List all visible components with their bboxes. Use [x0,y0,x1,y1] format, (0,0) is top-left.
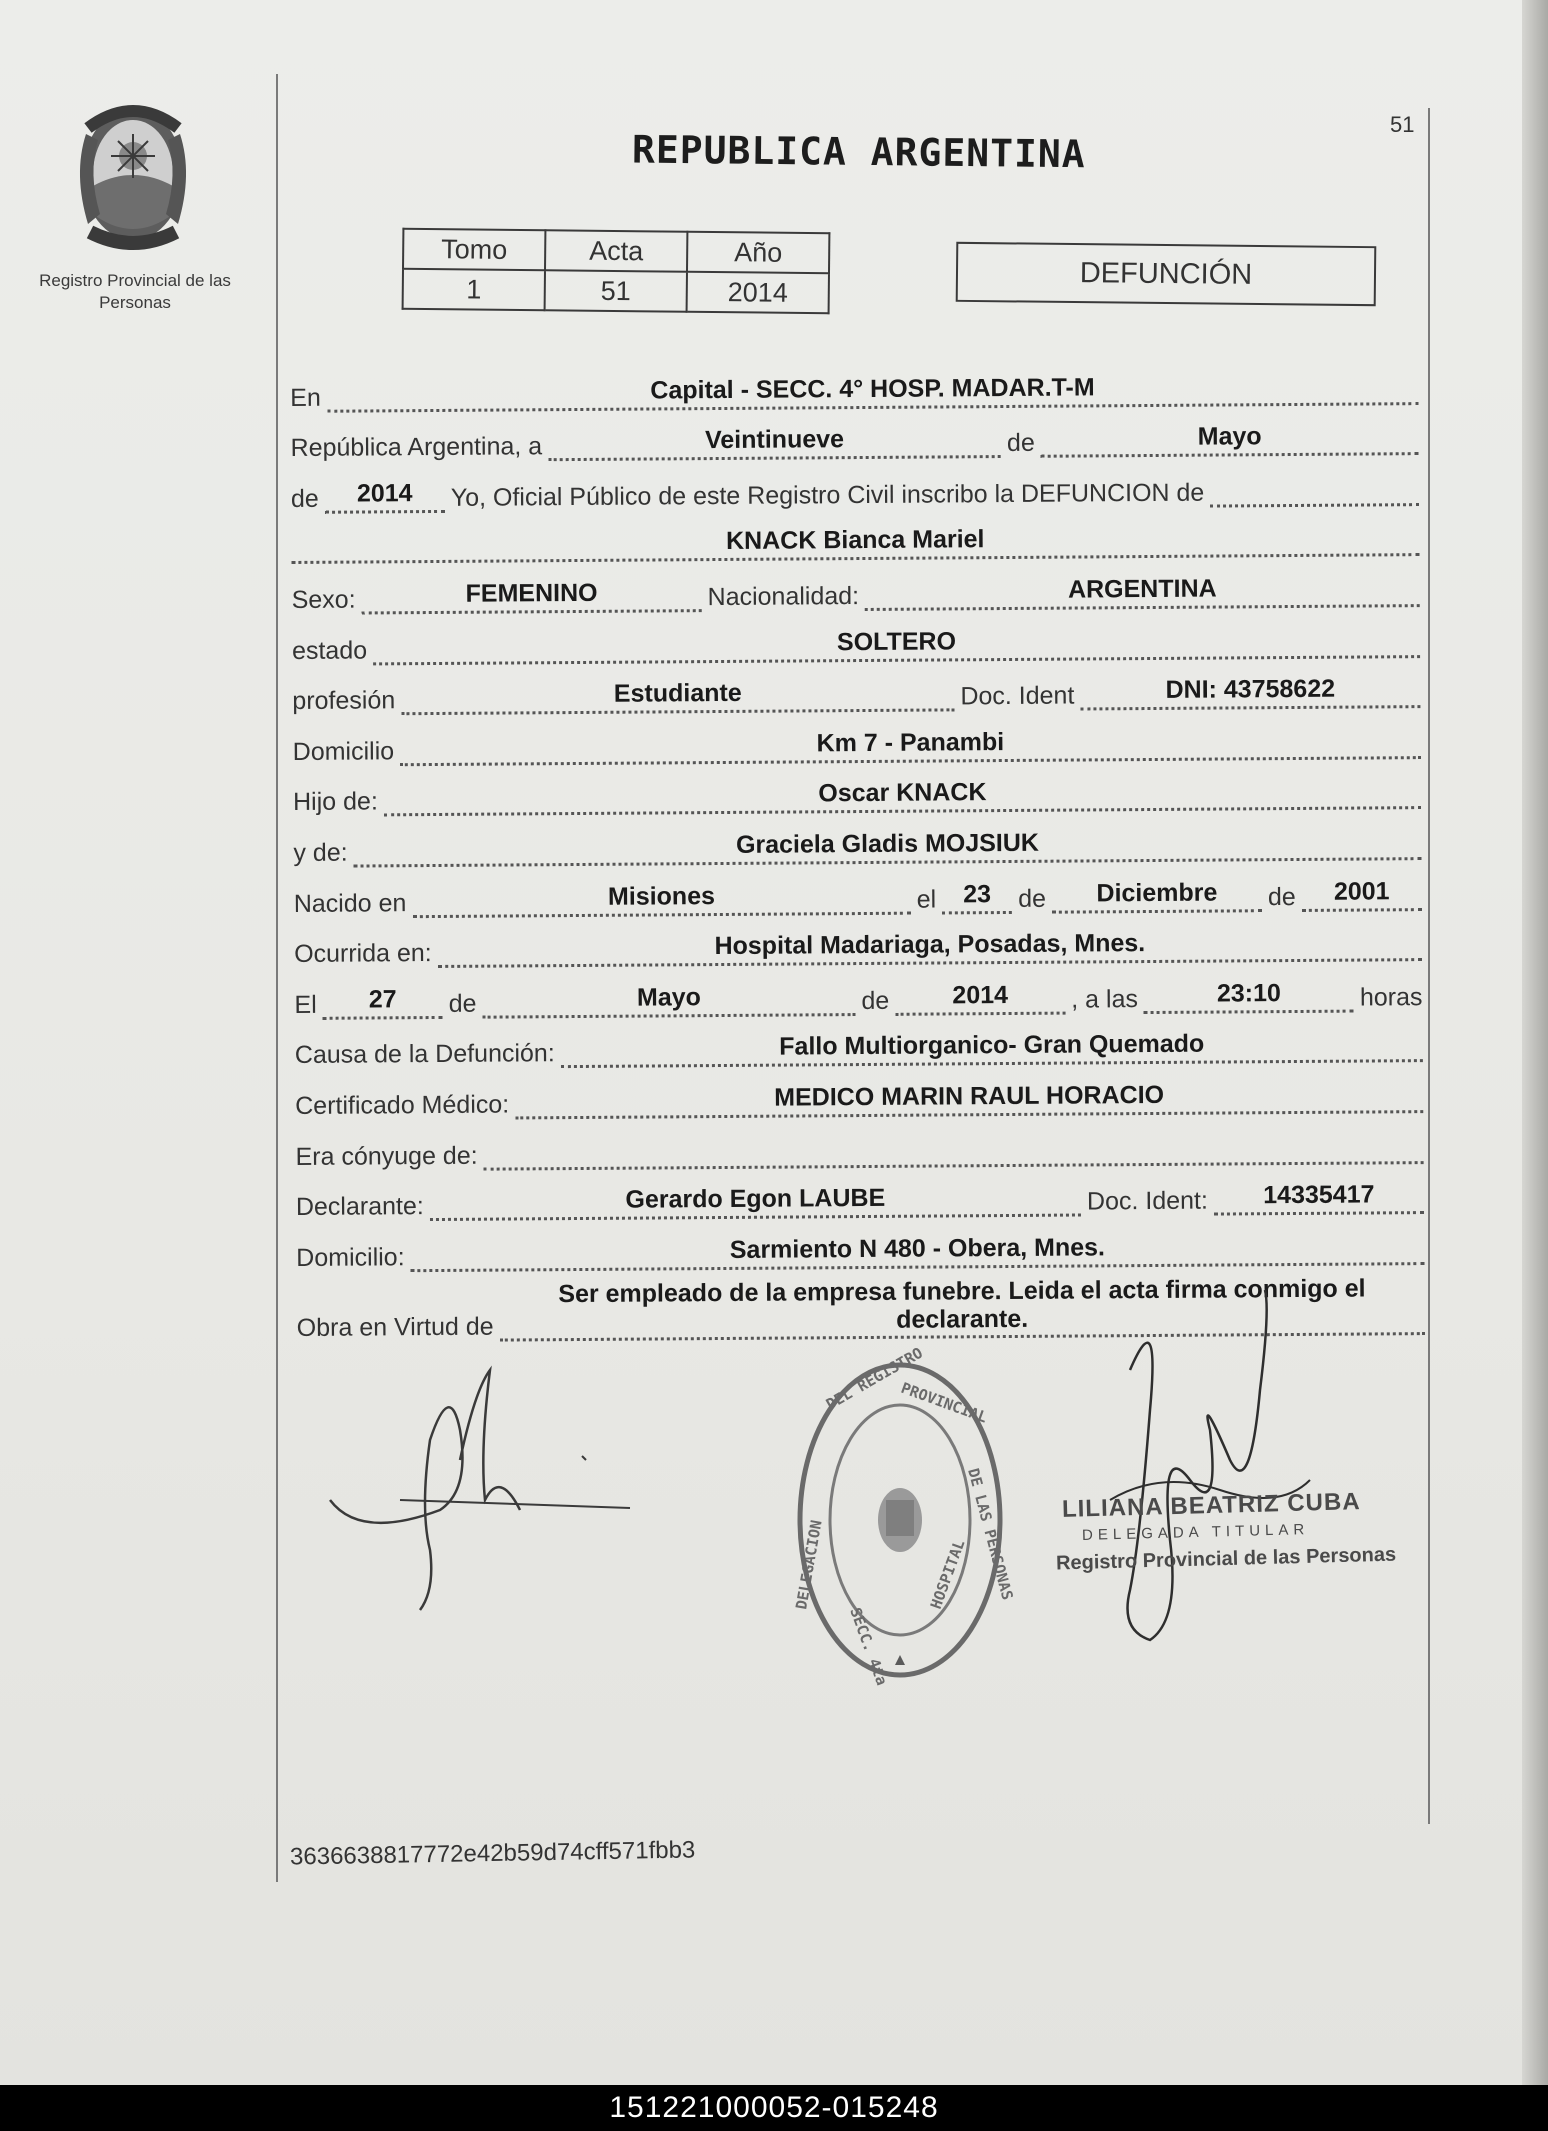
label-de-anio: de [290,484,319,513]
row-republica [290,405,1424,464]
field-def-anio: 2014 [895,981,1065,1015]
label-def-de1: de [448,989,477,1018]
label-declarante: Declarante: [295,1192,424,1222]
label-nacionalidad: Nacionalidad: [707,582,860,612]
field-causa: Fallo Multiorganico- Gran Quemado [561,1029,1423,1068]
record-table-value-row [403,269,829,313]
record-header-tomo: Tomo [403,229,545,270]
row-nombre [291,506,1425,565]
page-title: REPUBLICA ARGENTINA [631,127,1086,177]
record-table-header-row [403,229,829,273]
row-profesion [292,658,1426,717]
field-domicilio: Km 7 - Panambi [400,726,1421,766]
label-en: En [290,383,321,412]
signatory-name: LILIANA BEATRIZ CUBA [1061,1488,1361,1523]
row-decl-domicilio [296,1214,1430,1273]
row-domicilio [292,708,1426,767]
row-certificado [295,1062,1429,1121]
official-stamp [790,1343,1017,1690]
label-nac-de2: de [1267,882,1296,911]
signatory-registry: Registro Provincial de las Personas [1055,1543,1397,1575]
label-nacido: Nacido en [293,888,407,918]
label-nac-de1: de [1018,884,1047,913]
page-number: 51 [1390,112,1415,137]
record-value-anio: 2014 [687,272,829,313]
label-a-las: , a las [1071,984,1139,1014]
row-nacido [294,860,1428,919]
field-mes: Mayo [1041,422,1419,458]
label-El: El [294,990,317,1019]
label-republica: República Argentina, a [290,432,543,463]
field-nacido: Misiones [412,881,911,917]
label-decl-domicilio: Domicilio: [296,1242,405,1272]
misiones-crest-icon [68,94,198,254]
page-edge [1522,0,1548,2085]
row-ocurrida [294,911,1428,970]
label-horas: horas [1359,982,1423,1012]
field-y-de: Graciela Gladis MOJSIUK [354,827,1422,867]
field-anio: 2014 [325,480,445,514]
death-record-form [290,354,1431,1343]
field-def-mes: Mayo [482,983,855,1019]
document-type-box: DEFUNCIÓN [956,242,1377,306]
row-declarante [296,1164,1430,1223]
label-ocurrida: Ocurrida en: [294,939,432,969]
record-value-tomo: 1 [403,269,545,310]
field-en: Capital - SECC. 4° HOSP. MADAR.T-M [327,372,1419,413]
field-ocurrida: Hospital Madariaga, Posadas, Mnes. [438,928,1423,968]
record-table [402,228,831,314]
svg-text:HOSPITAL: HOSPITAL [926,1537,969,1612]
label-certificado: Certificado Médico: [295,1090,510,1120]
label-decl-doc: Doc. Ident: [1086,1186,1208,1216]
field-doc-ident: DNI: 43758622 [1080,675,1420,710]
label-estado: estado [291,636,368,665]
svg-text:PROVINCIAL: PROVINCIAL [898,1378,990,1427]
field-obra: Ser empleado de la empresa funebre. Leida el acta firma conmigo el declarante. [499,1274,1425,1341]
svg-text:DE LAS PERSONAS: DE LAS PERSONAS [964,1466,1017,1602]
field-hora: 23:10 [1144,979,1354,1013]
record-header-acta: Acta [545,230,687,271]
left-margin-line [276,74,278,1882]
field-certificado: MEDICO MARIN RAUL HORACIO [515,1080,1423,1119]
row-hijo [293,759,1427,818]
label-hijo: Hijo de: [292,787,378,817]
field-nombre: KNACK Bianca Mariel [291,523,1419,564]
label-def-de2: de [861,986,890,1015]
field-profesion: Estudiante [401,679,954,716]
record-header-anio: Año [687,232,829,273]
scan-id-bar: 151221000052-015248 [0,2085,1548,2131]
row-conyuge [295,1113,1429,1172]
label-obra: Obra en Virtud de [296,1312,494,1342]
label-conyuge: Era cónyuge de: [295,1141,478,1171]
registry-label: Registro Provincial de las Personas [39,271,231,312]
label-domicilio: Domicilio [292,737,395,766]
label-doc-ident: Doc. Ident [960,681,1075,711]
field-conyuge [483,1131,1423,1171]
row-estado [292,607,1426,666]
label-y-de: y de: [293,838,348,867]
right-margin-line [1428,108,1430,1824]
field-hijo: Oscar KNACK [384,776,1421,816]
inscribo-text: Yo, Oficial Público de este Registro Civil inscribo la DEFUNCION de [450,478,1205,512]
row-en [290,354,1424,413]
label-causa: Causa de la Defunción: [294,1039,555,1070]
field-nacionalidad: ARGENTINA [865,574,1420,611]
field-decl-domicilio: Sarmiento N 480 - Obera, Mnes. [410,1232,1424,1272]
label-el: el [916,885,937,914]
field-decl-doc: 14335417 [1214,1181,1424,1215]
field-dia: Veintinueve [548,425,1001,461]
row-y-de [293,809,1427,868]
row-anio [291,455,1425,514]
signatory-title: DELEGADA TITULAR [1081,1521,1310,1544]
field-nac-mes: Diciembre [1052,879,1262,913]
field-inscribo-blank [1210,473,1419,507]
svg-text:DEL REGISTRO: DEL REGISTRO [823,1343,926,1414]
officer-signature [1100,1290,1320,1660]
label-profesion: profesión [292,686,396,716]
label-de: de [1006,428,1035,458]
svg-text:DELEGACION: DELEGACION [792,1518,826,1611]
field-declarante: Gerardo Egon LAUBE [430,1184,1081,1222]
field-estado: SOLTERO [373,625,1420,665]
record-value-acta: 51 [545,270,687,311]
row-fecha-defuncion [294,961,1428,1020]
svg-text:SECC. 4ta: SECC. 4ta [846,1605,891,1688]
field-nac-anio: 2001 [1302,878,1422,912]
declarant-signature [320,1350,650,1630]
label-sexo: Sexo: [291,585,356,614]
field-sexo: FEMENINO [361,579,701,614]
field-nac-dia: 23 [942,881,1012,914]
row-causa [295,1012,1429,1071]
document-hash: 3636638817772e42b59d74cff571fbb3 [289,1836,696,1871]
field-def-dia: 27 [323,986,443,1020]
row-sexo [291,556,1425,615]
